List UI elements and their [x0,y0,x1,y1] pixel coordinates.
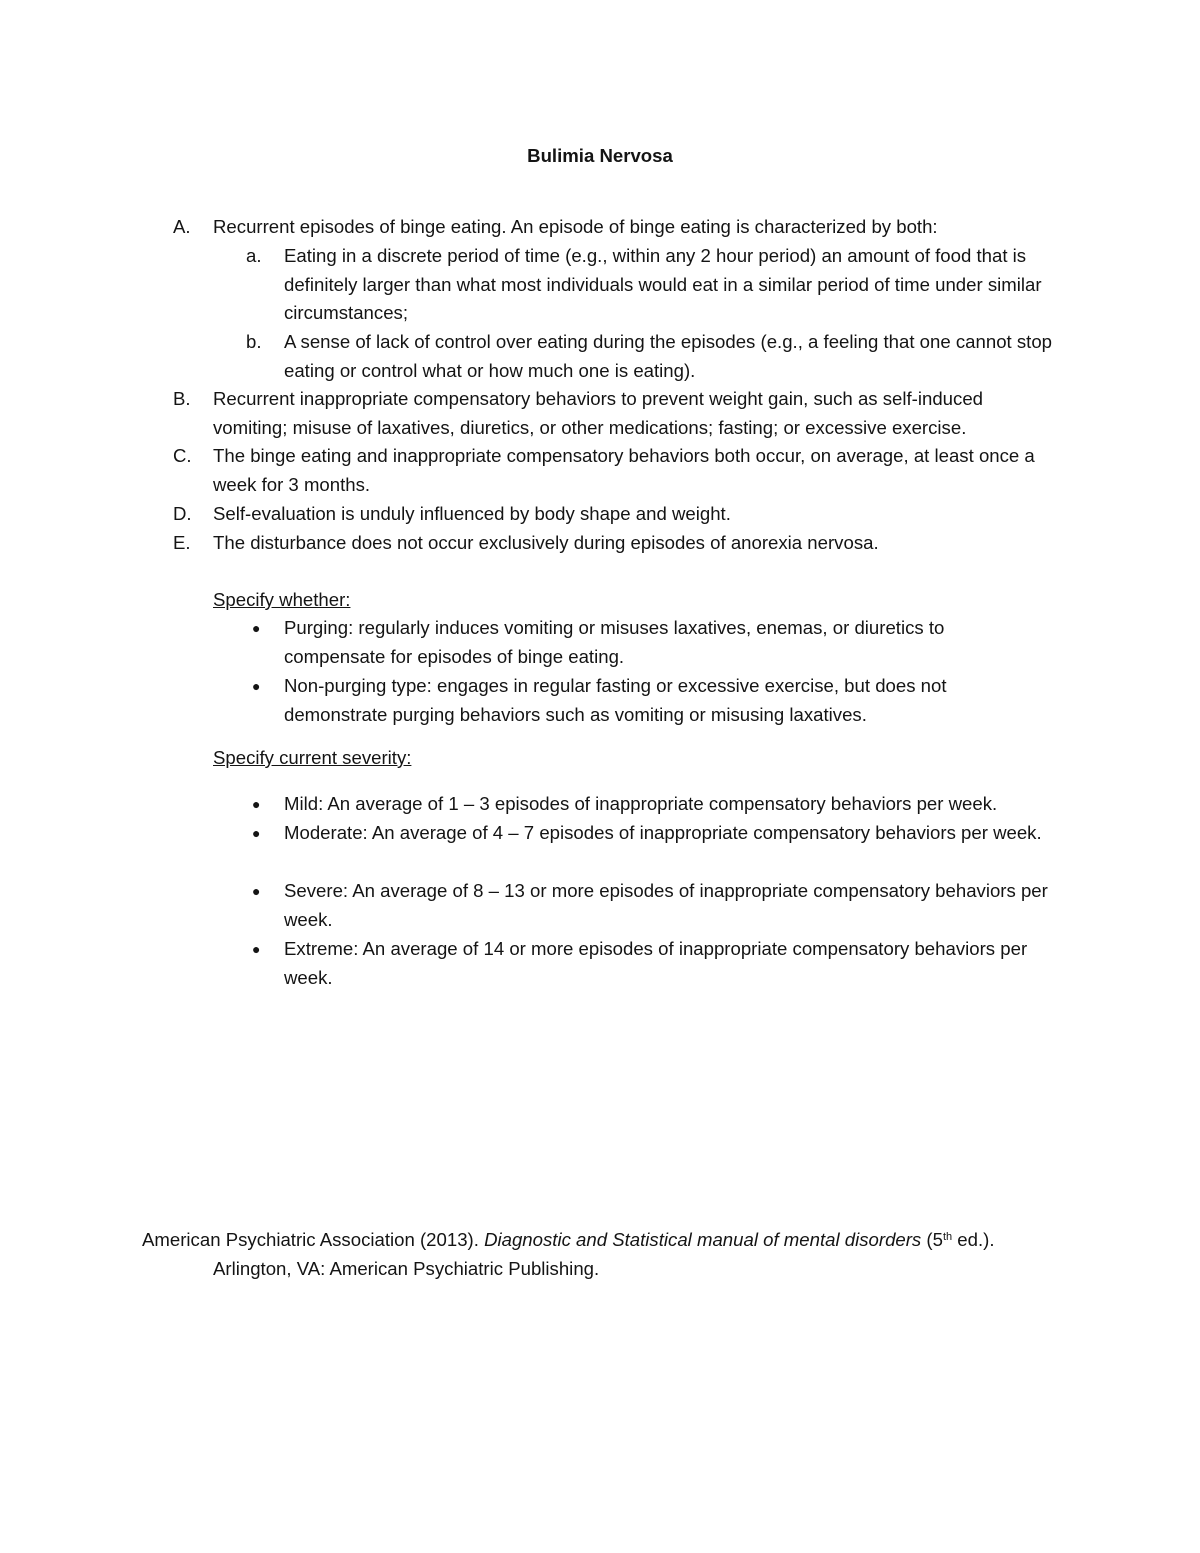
citation-publisher: Arlington, VA: American Psychiatric Publishing. [213,1258,600,1279]
criterion-text: The disturbance does not occur exclusively during episodes of anorexia nervosa. [213,532,879,553]
criterion-text: Recurrent inappropriate compensatory behaviors to prevent weight gain, such as self-induced vomiting; misuse of laxatives, diuretics, or other medications; fasting; or excessive exercise. [213,388,984,438]
sub-criterion-text: A sense of lack of control over eating during the episodes (e.g., a feeling that one cannot stop eating or control what or how much one is eating). [284,331,1053,381]
sub-criterion-marker: a. [246,245,262,266]
sub-criterion-b [246,328,1084,385]
sub-criterion-marker: b. [246,331,262,352]
citation-edition: (5 [921,1229,943,1250]
specify-whether-item: Non-purging type: engages in regular fasting or excessive exercise, but does not demonstrate purging behaviors such as vomiting or misusing laxatives. [284,675,947,725]
criterion-b [173,385,1058,442]
criterion-text: Self-evaluation is unduly influenced by body shape and weight. [213,503,731,524]
criterion-marker: C. [173,445,192,466]
sub-criterion-a [246,242,1059,328]
bullet-icon: ● [252,883,261,899]
specify-whether-item: Purging: regularly induces vomiting or misuses laxatives, enemas, or diuretics to compensate for episodes of binge eating. [284,617,945,667]
specify-whether-heading: Specify whether: [213,589,351,610]
severity-item-mild: Mild: An average of 1 – 3 episodes of inappropriate compensatory behaviors per week. [284,793,998,814]
criterion-c [173,442,1043,499]
bullet-icon: ● [252,825,261,841]
bullet-icon: ● [252,796,261,812]
criterion-e [173,529,1093,558]
criterion-d [173,500,1093,529]
severity-item-extreme: Extreme: An average of 14 or more episodes of inappropriate compensatory behaviors per week. [284,938,1028,988]
severity-item-severe: Severe: An average of 8 – 13 or more episodes of inappropriate compensatory behaviors per week. [284,880,1048,930]
criterion-marker: D. [173,503,192,524]
citation-work-title: Diagnostic and Statistical manual of mental disorders [484,1229,922,1250]
citation-line-1 [142,1226,1102,1255]
citation-author: American Psychiatric Association (2013). [142,1229,485,1250]
criterion-marker: E. [173,532,191,553]
criterion-a [173,213,1093,242]
citation-edition-suffix: th [942,1231,953,1243]
criterion-marker: A. [173,216,191,237]
page-title: Bulimia Nervosa [527,145,673,166]
criterion-text: The binge eating and inappropriate compensatory behaviors both occur, on average, at least once a week for 3 months. [213,445,1035,495]
bullet-icon: ● [252,678,261,694]
citation-edition-end: ed.). [952,1229,995,1250]
bullet-icon: ● [252,941,261,957]
specify-severity-heading: Specify current severity: [213,747,412,768]
bullet-icon: ● [252,620,261,636]
criterion-marker: B. [173,388,191,409]
sub-criterion-text: Eating in a discrete period of time (e.g., within any 2 hour period) an amount of food that is definitely larger than what most individuals would eat in a similar period of time under similar circumstances; [284,245,1042,324]
severity-item-moderate: Moderate: An average of 4 – 7 episodes of inappropriate compensatory behaviors per week. [284,822,1042,843]
criterion-text: Recurrent episodes of binge eating. An episode of binge eating is characterized by both: [213,216,938,237]
